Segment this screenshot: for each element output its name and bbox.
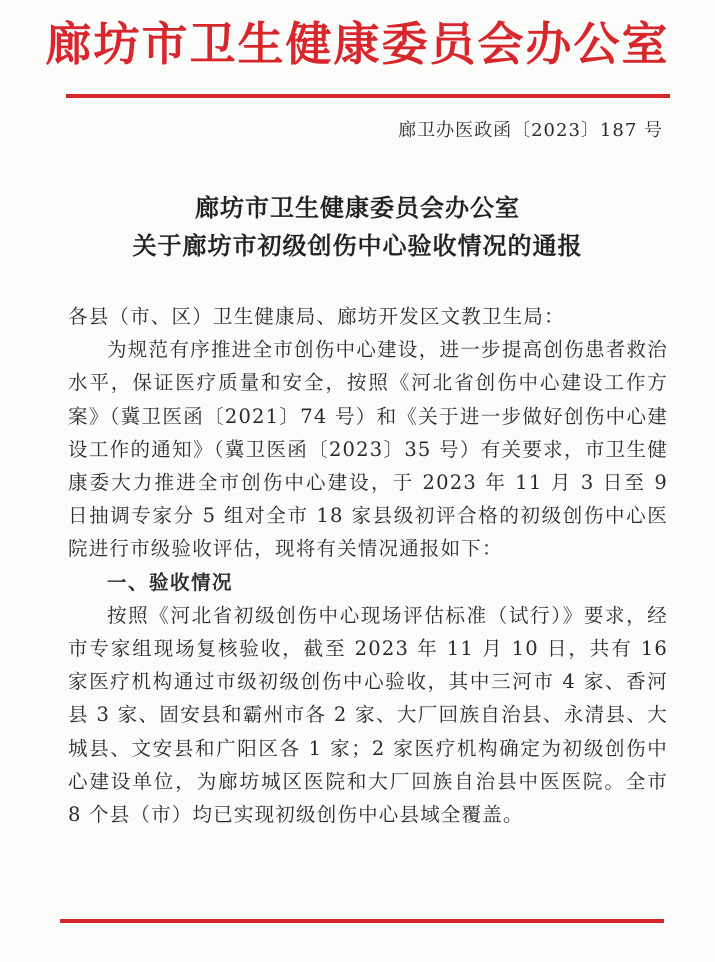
issuing-organization-header: 廊坊市卫生健康委员会办公室	[45, 17, 670, 71]
document-number: 廊卫办医政函〔2023〕187 号	[398, 120, 663, 141]
paragraph-acceptance-details: 按照《河北省初级创伤中心现场评估标准（试行）》要求，经市专家组现场复核验收，截至 2023 年 11 月 10 日，共有 16 家医疗机构通过市级初级创伤中心验收，其中三河市 4 家、香河县 3 家、固安县和霸州市各 2 家、大厂回族自治县、永清县、大城县、文安县和广阳区各 1 家；2 家医疗机构确定为初级创伤中心建设单位，为廊坊城区医院和大厂回族自治县中医医院。全市 8 个县（市）均已实现初级创伤中心县域全覆盖。	[68, 603, 668, 827]
document-body	[68, 300, 668, 831]
header-red-rule	[66, 94, 670, 98]
document-title-line-1: 廊坊市卫生健康委员会办公室	[195, 193, 520, 222]
section-heading-acceptance: 一、验收情况	[107, 570, 234, 594]
document-title-line-2: 关于廊坊市初级创伤中心验收情况的通报	[132, 231, 583, 260]
paragraph-intro: 为规范有序推进全市创伤中心建设，进一步提高创伤患者救治水平，保证医疗质量和安全，按照《河北省创伤中心建设工作方案》（冀卫医函〔2021〕74 号）和《关于进一步做好创伤中心建设工作的通知》（冀卫医函〔2023〕35 号）有关要求，市卫生健康委大力推进全市创伤中心建设，于 2023 年 11 月 3 日至 9 日抽调专家分 5 组对全市 18 家县级初评合格的初级创伤中心医院进行市级验收评估，现将有关情况通报如下：	[68, 338, 668, 561]
footer-red-rule	[60, 919, 664, 923]
salutation: 各县（市、区）卫生健康局、廊坊开发区文教卫生局：	[68, 305, 565, 328]
